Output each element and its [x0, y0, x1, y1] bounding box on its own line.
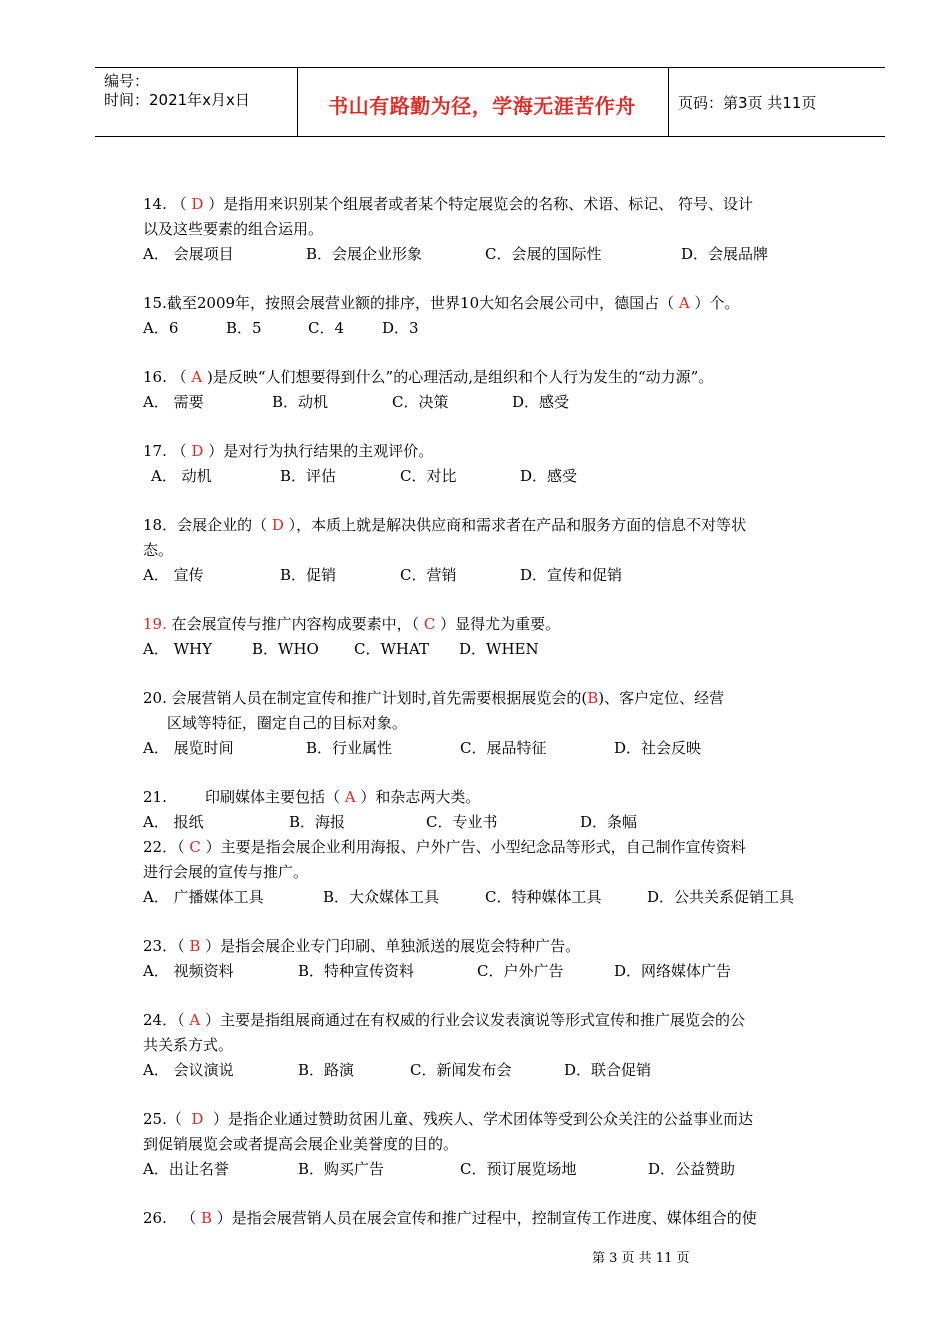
option-c: C．展品特征: [460, 739, 547, 757]
option-a: A．6: [143, 319, 179, 337]
question-text-cont: 区域等特征，圈定自己的目标对象。: [143, 714, 407, 732]
option-c: C．新闻发布会: [410, 1061, 512, 1079]
option-a: A． 会议演说: [143, 1061, 234, 1079]
option-a: A．出让名誉: [143, 1160, 229, 1178]
option-b: B．WHO: [252, 640, 319, 658]
question-text-cont: 以及这些要素的组合运用。: [143, 220, 324, 238]
question-text: 20. 会展营销人员在制定宣传和推广计划时,首先需要根据展览会的(B)、客户定位、经营: [143, 689, 725, 707]
option-c: C．营销: [400, 566, 457, 584]
option-row: [143, 885, 843, 910]
option-a: A． 宣传: [143, 566, 204, 584]
question-22: [143, 835, 843, 910]
option-c: C．会展的国际性: [485, 245, 602, 263]
question-text: 17. （ D ）是对行为执行结果的主观评价。: [143, 442, 434, 460]
question-text: 16. （ A )是反映“人们想要得到什么”的心理活动,是组织和个人行为发生的“动力源”。: [143, 368, 714, 386]
option-row: [143, 810, 843, 835]
question-text: 22．（ C ）主要是指会展企业利用海报、户外广告、小型纪念品等形式，自己制作宣传资料: [143, 838, 746, 856]
question-text-cont: 态。: [143, 541, 174, 559]
page-header: [95, 67, 885, 137]
option-b: B．5: [226, 319, 262, 337]
question-26: [143, 1206, 843, 1231]
option-b: B．促销: [280, 566, 337, 584]
option-c: C．预订展览场地: [460, 1160, 577, 1178]
option-d: D．公益赞助: [648, 1160, 736, 1178]
header-motto: 书山有路勤为径，学海无涯苦作舟: [328, 94, 636, 118]
option-b: B．动机: [272, 393, 329, 411]
question-18: [143, 513, 843, 588]
question-text: 21. 印刷媒体主要包括（ A ）和杂志两大类。: [143, 788, 481, 806]
option-c: C．特种媒体工具: [485, 888, 602, 906]
option-row: [143, 637, 843, 662]
option-a: A． 会展项目: [143, 245, 234, 263]
option-b: B．行业属性: [306, 739, 393, 757]
question-15: [143, 291, 843, 341]
answer-mark: A: [189, 1011, 201, 1029]
question-25: [143, 1107, 843, 1182]
option-b: B．路演: [298, 1061, 355, 1079]
option-b: B．购买广告: [298, 1160, 385, 1178]
option-b: B．特种宣传资料: [298, 962, 415, 980]
answer-mark: C: [189, 838, 201, 856]
answer-mark: D: [191, 195, 204, 213]
question-text-cont: 进行会展的宣传与推广。: [143, 863, 309, 881]
question-text: 15.截至2009年，按照会展营业额的排序，世界10大知名会展公司中，德国占（ A ）个。: [143, 294, 740, 312]
option-row: [143, 736, 843, 761]
option-row: [143, 464, 843, 489]
option-a: A． 报纸: [143, 813, 204, 831]
option-b: B．评估: [280, 467, 337, 485]
question-list: [143, 192, 843, 1231]
option-row: [143, 1157, 843, 1182]
question-text: 25.（ D ）是指企业通过赞助贫困儿童、残疾人、学术团体等受到公众关注的公益事业而达: [143, 1110, 753, 1128]
option-d: D．WHEN: [459, 640, 539, 658]
option-row: [143, 563, 843, 588]
question-text: 24．（ A ）主要是指组展商通过在有权威的行业会议发表演说等形式宣传和推广展览会的公: [143, 1011, 745, 1029]
option-d: D．宣传和促销: [520, 566, 623, 584]
question-23: [143, 934, 843, 984]
question-text-cont: 共关系方式。: [143, 1036, 234, 1054]
answer-mark: A: [678, 294, 690, 312]
question-text: 18．会展企业的（ D ），本质上就是解决供应商和需求者在产品和服务方面的信息不对等状: [143, 516, 747, 534]
header-page-info: 页码：第3页 共11页: [678, 94, 817, 112]
answer-mark: D: [271, 516, 284, 534]
option-c: C．WHAT: [354, 640, 429, 658]
question-14: [143, 192, 843, 267]
answer-mark: C: [423, 615, 436, 633]
doc-number-label: 编号：: [104, 72, 150, 90]
option-d: D．网络媒体广告: [614, 962, 732, 980]
question-16: [143, 365, 843, 415]
question-text: 14. （ D ）是指用来识别某个组展者或者某个特定展览会的名称、术语、标记、 符号、设计: [143, 195, 753, 213]
option-d: D．联合促销: [564, 1061, 652, 1079]
question-20: [143, 686, 843, 761]
option-a: A． WHY: [143, 640, 213, 658]
question-17: [143, 439, 843, 489]
header-divider: [668, 68, 669, 136]
answer-mark: D: [191, 442, 204, 460]
option-a: A． 动机: [151, 467, 212, 485]
doc-time-label: 时间：2021年x月x日: [104, 91, 250, 109]
answer-mark: A: [344, 788, 356, 806]
option-d: D．3: [382, 319, 419, 337]
option-d: D．社会反映: [614, 739, 702, 757]
option-d: D．感受: [512, 393, 570, 411]
option-d: D．感受: [520, 467, 578, 485]
page-footer: 第 3 页 共 11 页: [592, 1251, 690, 1266]
question-text: 26. （ B ）是指会展营销人员在展会宣传和推广过程中，控制宣传工作进度、媒体组合的使: [143, 1209, 757, 1227]
option-b: B．大众媒体工具: [323, 888, 440, 906]
question-text-cont: 到促销展览会或者提高会展企业美誉度的目的。: [143, 1135, 459, 1153]
option-row: [143, 959, 843, 984]
option-a: A． 视频资料: [143, 962, 234, 980]
option-b: B．会展企业形象: [306, 245, 423, 263]
question-24: [143, 1008, 843, 1083]
option-d: D．公共关系促销工具: [647, 888, 795, 906]
option-c: C．4: [308, 319, 345, 337]
option-row: [143, 316, 843, 341]
answer-mark: B: [200, 1209, 212, 1227]
option-a: A． 广播媒体工具: [143, 888, 264, 906]
question-text: 23．（ B ）是指会展企业专门印刷、单独派送的展览会特种广告。: [143, 937, 581, 955]
option-c: C．决策: [392, 393, 449, 411]
header-meta: [104, 72, 250, 110]
question-text: 19. 在会展宣传与推广内容构成要素中，（ C ）显得尤为重要。: [143, 615, 561, 633]
option-b: B．海报: [289, 813, 346, 831]
option-row: [143, 1058, 843, 1083]
option-c: C．对比: [400, 467, 457, 485]
question-21: [143, 785, 843, 835]
answer-mark: B: [189, 937, 201, 955]
option-d: D．会展品牌: [681, 245, 769, 263]
question-number: 19.: [143, 615, 167, 633]
answer-mark: A: [191, 368, 203, 386]
question-19: [143, 612, 843, 662]
option-row: [143, 242, 843, 267]
answer-mark: D: [191, 1110, 204, 1128]
option-a: A． 展览时间: [143, 739, 234, 757]
answer-mark: B: [587, 689, 599, 707]
option-c: C．户外广告: [477, 962, 564, 980]
option-d: D．条幅: [580, 813, 638, 831]
option-row: [143, 390, 843, 415]
option-c: C．专业书: [426, 813, 498, 831]
option-a: A． 需要: [143, 393, 204, 411]
